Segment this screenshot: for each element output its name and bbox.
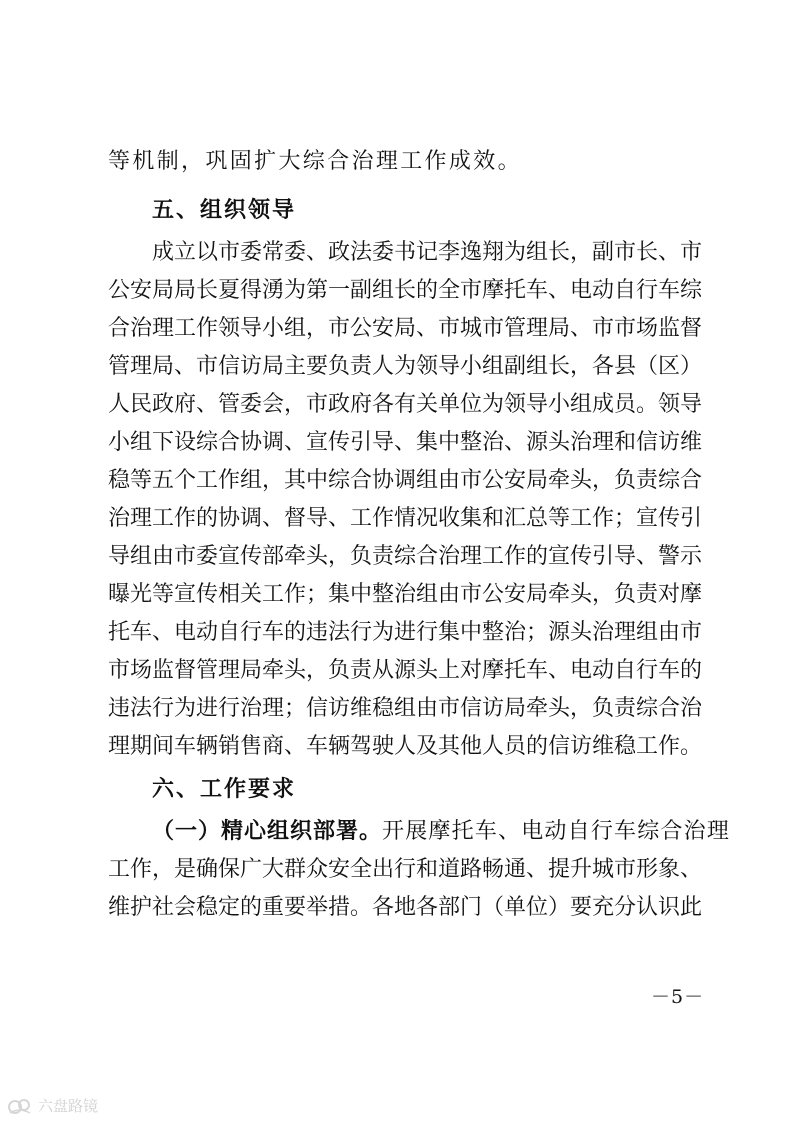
- text-line: 托车、电动自行车的违法行为进行集中整治；源头治理组由市: [108, 620, 703, 645]
- page-number: －5－: [651, 986, 705, 1008]
- text-line: 公安局局长夏得湧为第一副组长的全市摩托车、电动自行车综: [108, 278, 703, 303]
- text-run: 开展摩托车、电动自行车综合治理: [382, 819, 731, 844]
- text-line: 小组下设综合协调、宣传引导、集中整治、源头治理和信访维: [108, 430, 703, 455]
- text-line: 理期间车辆销售商、车辆驾驶人及其他人员的信访维稳工作。: [108, 734, 703, 759]
- text-line: 管理局、市信访局主要负责人为领导小组副组长，各县（区）: [108, 354, 703, 379]
- text-line: 成立以市委常委、政法委书记李逸翔为组长，副市长、市: [152, 240, 703, 265]
- text-line: 违法行为进行治理；信访维稳组由市信访局牵头，负责综合治: [108, 696, 703, 721]
- text-line: 治理工作的协调、督导、工作情况收集和汇总等工作；宣传引: [108, 506, 703, 531]
- text-line: 维护社会稳定的重要举措。各地各部门（单位）要充分认识此: [108, 895, 703, 920]
- text-line: 导组由市委宣传部牵头，负责综合治理工作的宣传引导、警示: [108, 544, 703, 569]
- text-line: 人民政府、管委会，市政府各有关单位为领导小组成员。领导: [108, 392, 703, 417]
- text-line: 工作，是确保广大群众安全出行和道路畅通、提升城市形象、: [108, 857, 703, 882]
- text-line: 稳等五个工作组，其中综合协调组由市公安局牵头，负责综合: [108, 468, 703, 493]
- watermark: [8, 1095, 98, 1116]
- watermark-logo-icon: [8, 1097, 32, 1115]
- text-line: 合治理工作领导小组，市公安局、市城市管理局、市市场监督: [108, 316, 703, 341]
- section-heading: 六、工作要求: [152, 777, 297, 802]
- watermark-text: 六盘路镜: [38, 1097, 99, 1115]
- text-line: 曝光等宣传相关工作；集中整治组由市公安局牵头，负责对摩: [108, 582, 703, 607]
- text-line: 等机制，巩固扩大综合治理工作成效。: [108, 149, 522, 174]
- text-line: 市场监督管理局牵头，负责从源头上对摩托车、电动自行车的: [108, 658, 703, 683]
- subsection-title: （一）精心组织部署。: [152, 819, 383, 844]
- section-heading: 五、组织领导: [152, 198, 297, 223]
- text-line: [152, 817, 731, 847]
